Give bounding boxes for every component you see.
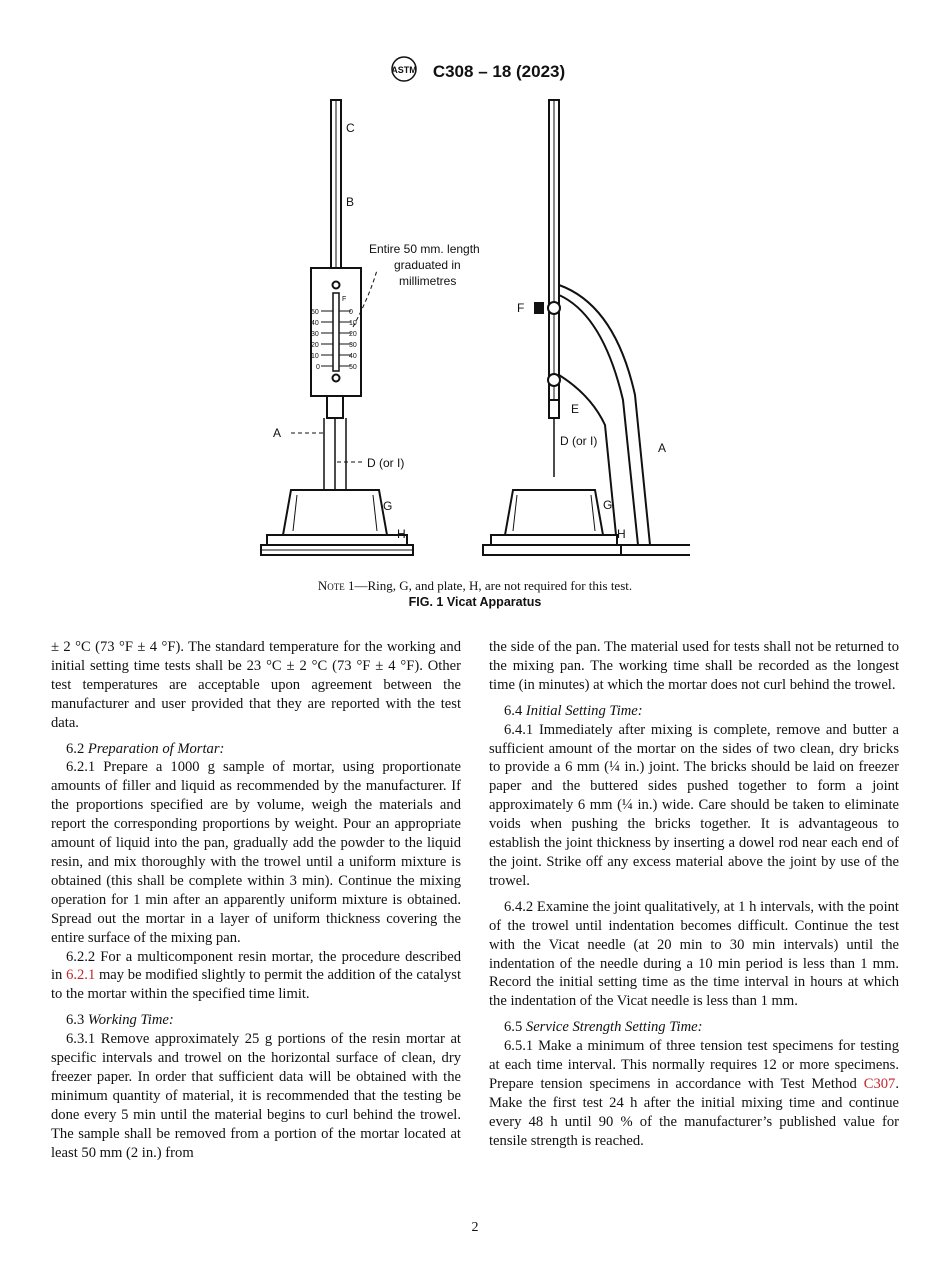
paragraph-6-2-1: 6.2.1 Prepare a 1000 g sample of mortar, using proportionate amounts of filler and liquid as recommended by the manufacturer. If the proportions specified are by volume, weigh the materials and report the corresponding proportions by weight. Pour an appropriate amount of liquid into the pan, gradually add the powder to the liquid resin, and mix thoroughly with the trowel until a uniform mixture is obtained (this shall be complete within 3 min). Continue the mixing operation for 1 min after an apparently uniform mixture is obtained. Spread out the mortar in a layer of uniform thickness covering the entire surface of the mixing pan.: [51, 759, 461, 946]
annotation-line-2: graduated in: [394, 258, 461, 272]
label-d-left: D (or I): [367, 456, 405, 470]
paragraph-6-2-2: 6.2.2 For a multicomponent resin mortar, the procedure described in 6.2.1 may be modified slightly to permit the addition of the catalyst to the mortar within the specified time limit.: [51, 948, 462, 1003]
svg-text:50: 50: [349, 364, 357, 371]
section-heading-6-2: 6.2 Preparation of Mortar:: [66, 740, 225, 757]
label-f-right: F: [517, 301, 525, 315]
svg-text:10: 10: [349, 320, 357, 327]
page-header: [0, 56, 950, 87]
label-f-scale: F: [342, 296, 347, 303]
vicat-apparatus-figure: [255, 95, 695, 575]
svg-text:40: 40: [349, 353, 357, 360]
vicat-left-view: [261, 100, 413, 555]
label-h-right: H: [617, 527, 626, 541]
link-c307[interactable]: C307: [863, 1075, 896, 1092]
svg-text:ASTM: ASTM: [391, 65, 417, 75]
paragraph-6-5-1: 6.5.1 Make a minimum of three tension test specimens for testing at each time interval. This normally requires 12 or more specimens. Prepare tension specimens in accordance with Test Method C307. Make the first test 24 h after the initial mixing time and continue every 48 h until 90 % of the manufacturer’s published value for tensile strength is reached.: [489, 1038, 899, 1149]
annotation-line-1: Entire 50 mm. length: [369, 242, 480, 256]
paragraph-6-3-1: 6.3.1 Remove approximately 25 g portions of the resin mortar at specific intervals and trowel on the horizontal surface of clean, dry freezer paper. In order that sufficient data will be obtained with the minimum quantity of material, it is recommended that the testing be done every 5 min until the material begins to curl behind the trowel. The sample shall be removed from a portion of the mortar located at least 50 mm (2 in.) from: [51, 1031, 461, 1161]
figure-caption: FIG. 1 Vicat Apparatus: [408, 595, 542, 609]
astm-logo-icon: [385, 56, 423, 87]
svg-text:50: 50: [311, 309, 319, 316]
label-b: B: [346, 195, 355, 209]
svg-text:30: 30: [311, 331, 319, 338]
label-g-right: G: [603, 498, 613, 512]
paragraph-continued: ± 2 °C (73 °F ± 4 °F). The standard temperature for the working and initial setting time tests shall be 23 °C ± 2 °C (73 °F ± 4 °F). Other test temperatures are acceptable upon agreement between the manufacturer and user provided that they are reported with the test data.: [51, 639, 461, 731]
svg-text:20: 20: [311, 342, 319, 349]
link-6-2-1[interactable]: 6.2.1: [66, 967, 96, 984]
section-heading-6-3: 6.3 Working Time:: [66, 1012, 174, 1029]
section-heading-6-4: 6.4 Initial Setting Time:: [504, 702, 643, 719]
label-g-left: G: [383, 499, 393, 513]
label-h-left: H: [397, 527, 406, 541]
svg-text:0: 0: [316, 364, 320, 371]
left-column: [51, 638, 461, 1162]
svg-text:40: 40: [311, 320, 319, 327]
paragraph-continued-right: the side of the pan. The material used for tests shall not be returned to the mixing pan. The working time shall be recorded as the longest time (in minutes) at which the mortar does not curl behind the trowel.: [489, 639, 899, 693]
label-d-right: D (or I): [560, 434, 598, 448]
svg-text:20: 20: [349, 331, 357, 338]
label-a-right: A: [658, 441, 667, 455]
label-a-left: A: [273, 426, 282, 440]
svg-text:0: 0: [349, 309, 353, 316]
section-heading-6-5: 6.5 Service Strength Setting Time:: [504, 1019, 703, 1036]
page-number: 2: [471, 1220, 479, 1235]
standard-designation: C308 – 18 (2023): [432, 61, 566, 81]
paragraph-6-4-2: 6.4.2 Examine the joint qualitatively, at 1 h intervals, with the point of the trowel until indentation becomes difficult. Continue the test with the Vicat needle (at 20 min to 30 min intervals) until the indentation of the needle during a 10 min period is less than 1 mm. Record the initial setting time as the time interval in hours at which the indentation of the Vicat needle is less than 1 mm.: [489, 898, 899, 1010]
label-e: E: [571, 402, 580, 416]
annotation-line-3: millimetres: [399, 274, 457, 288]
paragraph-6-4-1: 6.4.1 Immediately after mixing is complete, remove and butter a sufficient amount of the mortar on the sides of two clean, dry bricks to provide a 6 mm (¼ in.) joint. The bricks should be laid on freezer paper and the buttered sides pushed together to form a joint approximately 6 mm (¼ in.) wide. Care should be taken to eliminate voids when pushing the bricks together. It is advantageous to establish the joint thickness by inserting a dowel rod near each end of the joint. Strike off any excess material above the joint by use of the trowel.: [489, 721, 899, 889]
svg-text:10: 10: [311, 353, 319, 360]
figure-note: Note 1—Ring, G, and plate, H, are not required for this test.: [317, 578, 633, 593]
right-column: [489, 638, 899, 1151]
label-c: C: [346, 121, 355, 135]
svg-text:30: 30: [349, 342, 357, 349]
vicat-right-view: [483, 100, 690, 555]
